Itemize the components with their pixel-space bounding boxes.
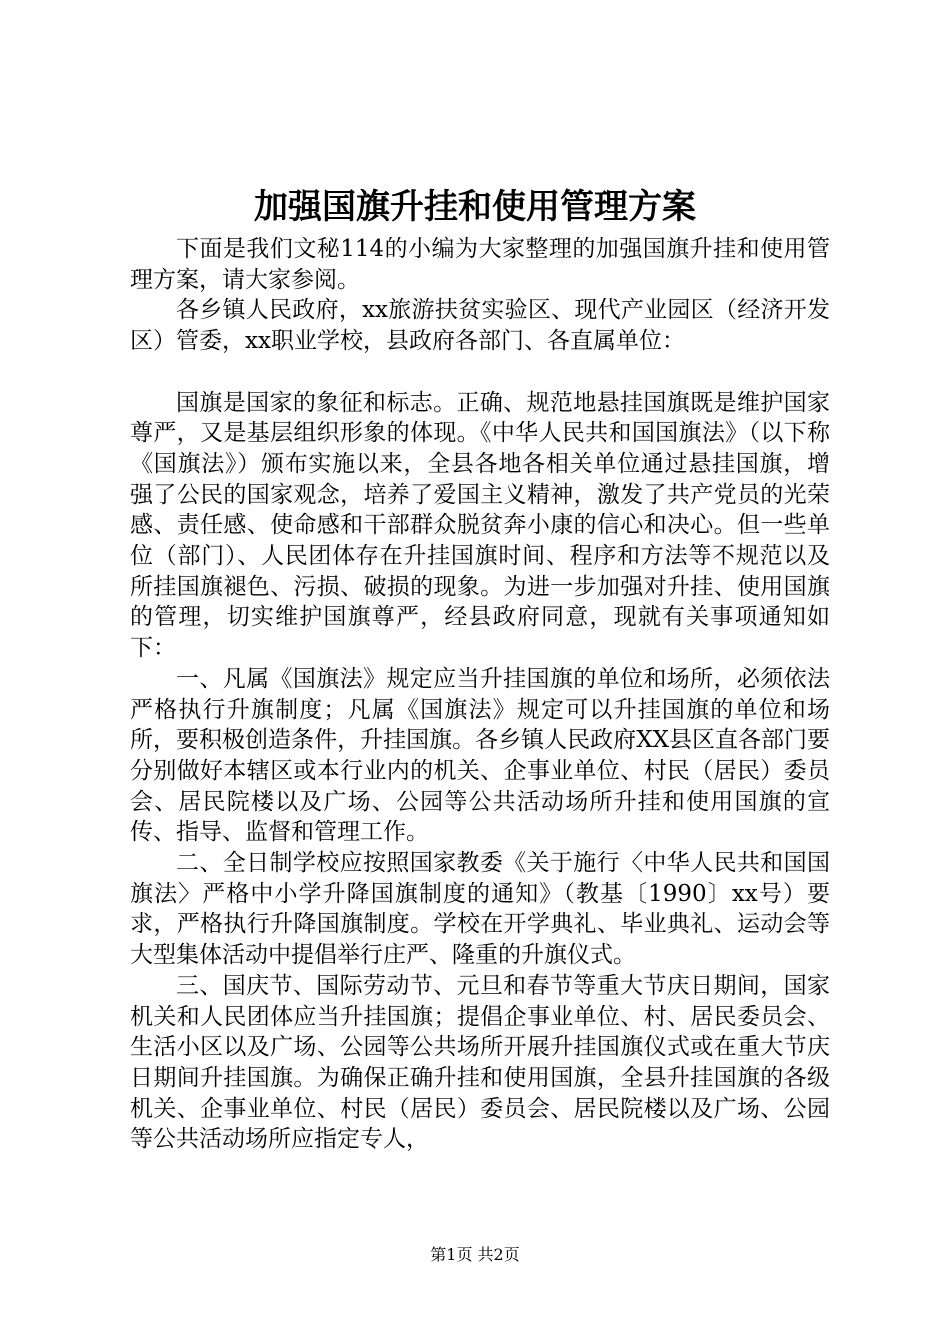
paragraph-recipients: 各乡镇人民政府，xx旅游扶贫实验区、现代产业园区（经济开发区）管委，xx职业学校，县政府各部门、各直属单位： (130, 297, 830, 355)
paragraph-item-3: 三、国庆节、国际劳动节、元旦和春节等重大节庆日期间，国家机关和人民团体应当升挂国旗；提倡企事业单位、村、居民委员会、生活小区以及广场、公园等公共场所开展升挂国旗仪式或在重大节庆日期间升挂国旗。为确保正确升挂和使用国旗，全县升挂国旗的各级机关、企事业单位、村民（居民）委员会、居民院楼以及广场、公园等公共活动场所应指定专人， (130, 972, 830, 1153)
paragraph-item-1: 一、凡属《国旗法》规定应当升挂国旗的单位和场所，必须依法严格执行升旗制度；凡属《国旗法》规定可以升挂国旗的单位和场所，要积极创造条件，升挂国旗。各乡镇人民政府XX县区直各部门要分别做好本辖区或本行业内的机关、企事业单位、村民（居民）委员会、居民院楼以及广场、公园等公共活动场所升挂和使用国旗的宣传、指导、监督和管理工作。 (130, 665, 830, 846)
paragraph-item-2: 二、全日制学校应按照国家教委《关于施行〈中华人民共和国国旗法〉严格中小学升降国旗制度的通知》（教基〔1990〕xx号）要求，严格执行升降国旗制度。学校在开学典礼、毕业典礼、运动会等大型集体活动中提倡举行庄严、隆重的升旗仪式。 (130, 850, 830, 969)
document-title: 加强国旗升挂和使用管理方案 (254, 187, 696, 227)
document-body (130, 234, 830, 1155)
page-number: 第1页 共2页 (430, 1245, 520, 1264)
paragraph-background: 国旗是国家的象征和标志。正确、规范地悬挂国旗既是维护国家尊严，又是基层组织形象的体现。《中华人民共和国国旗法》（以下称《国旗法》）颁布实施以来，全县各地各相关单位通过悬挂国旗，增强了公民的国家观念，培养了爱国主义精神，激发了共产党员的光荣感、责任感、使命感和干部群众脱贫奔小康的信心和决心。但一些单位（部门）、人民团体存在升挂国旗时间、程序和方法等不规范以及所挂国旗褪色、污损、破损的现象。为进一步加强对升挂、使用国旗的管理，切实维护国旗尊严，经县政府同意，现就有关事项通知如下： (130, 389, 830, 662)
paragraph-intro: 下面是我们文秘114的小编为大家整理的加强国旗升挂和使用管理方案，请大家参阅。 (130, 236, 830, 293)
blank-line (130, 357, 830, 388)
